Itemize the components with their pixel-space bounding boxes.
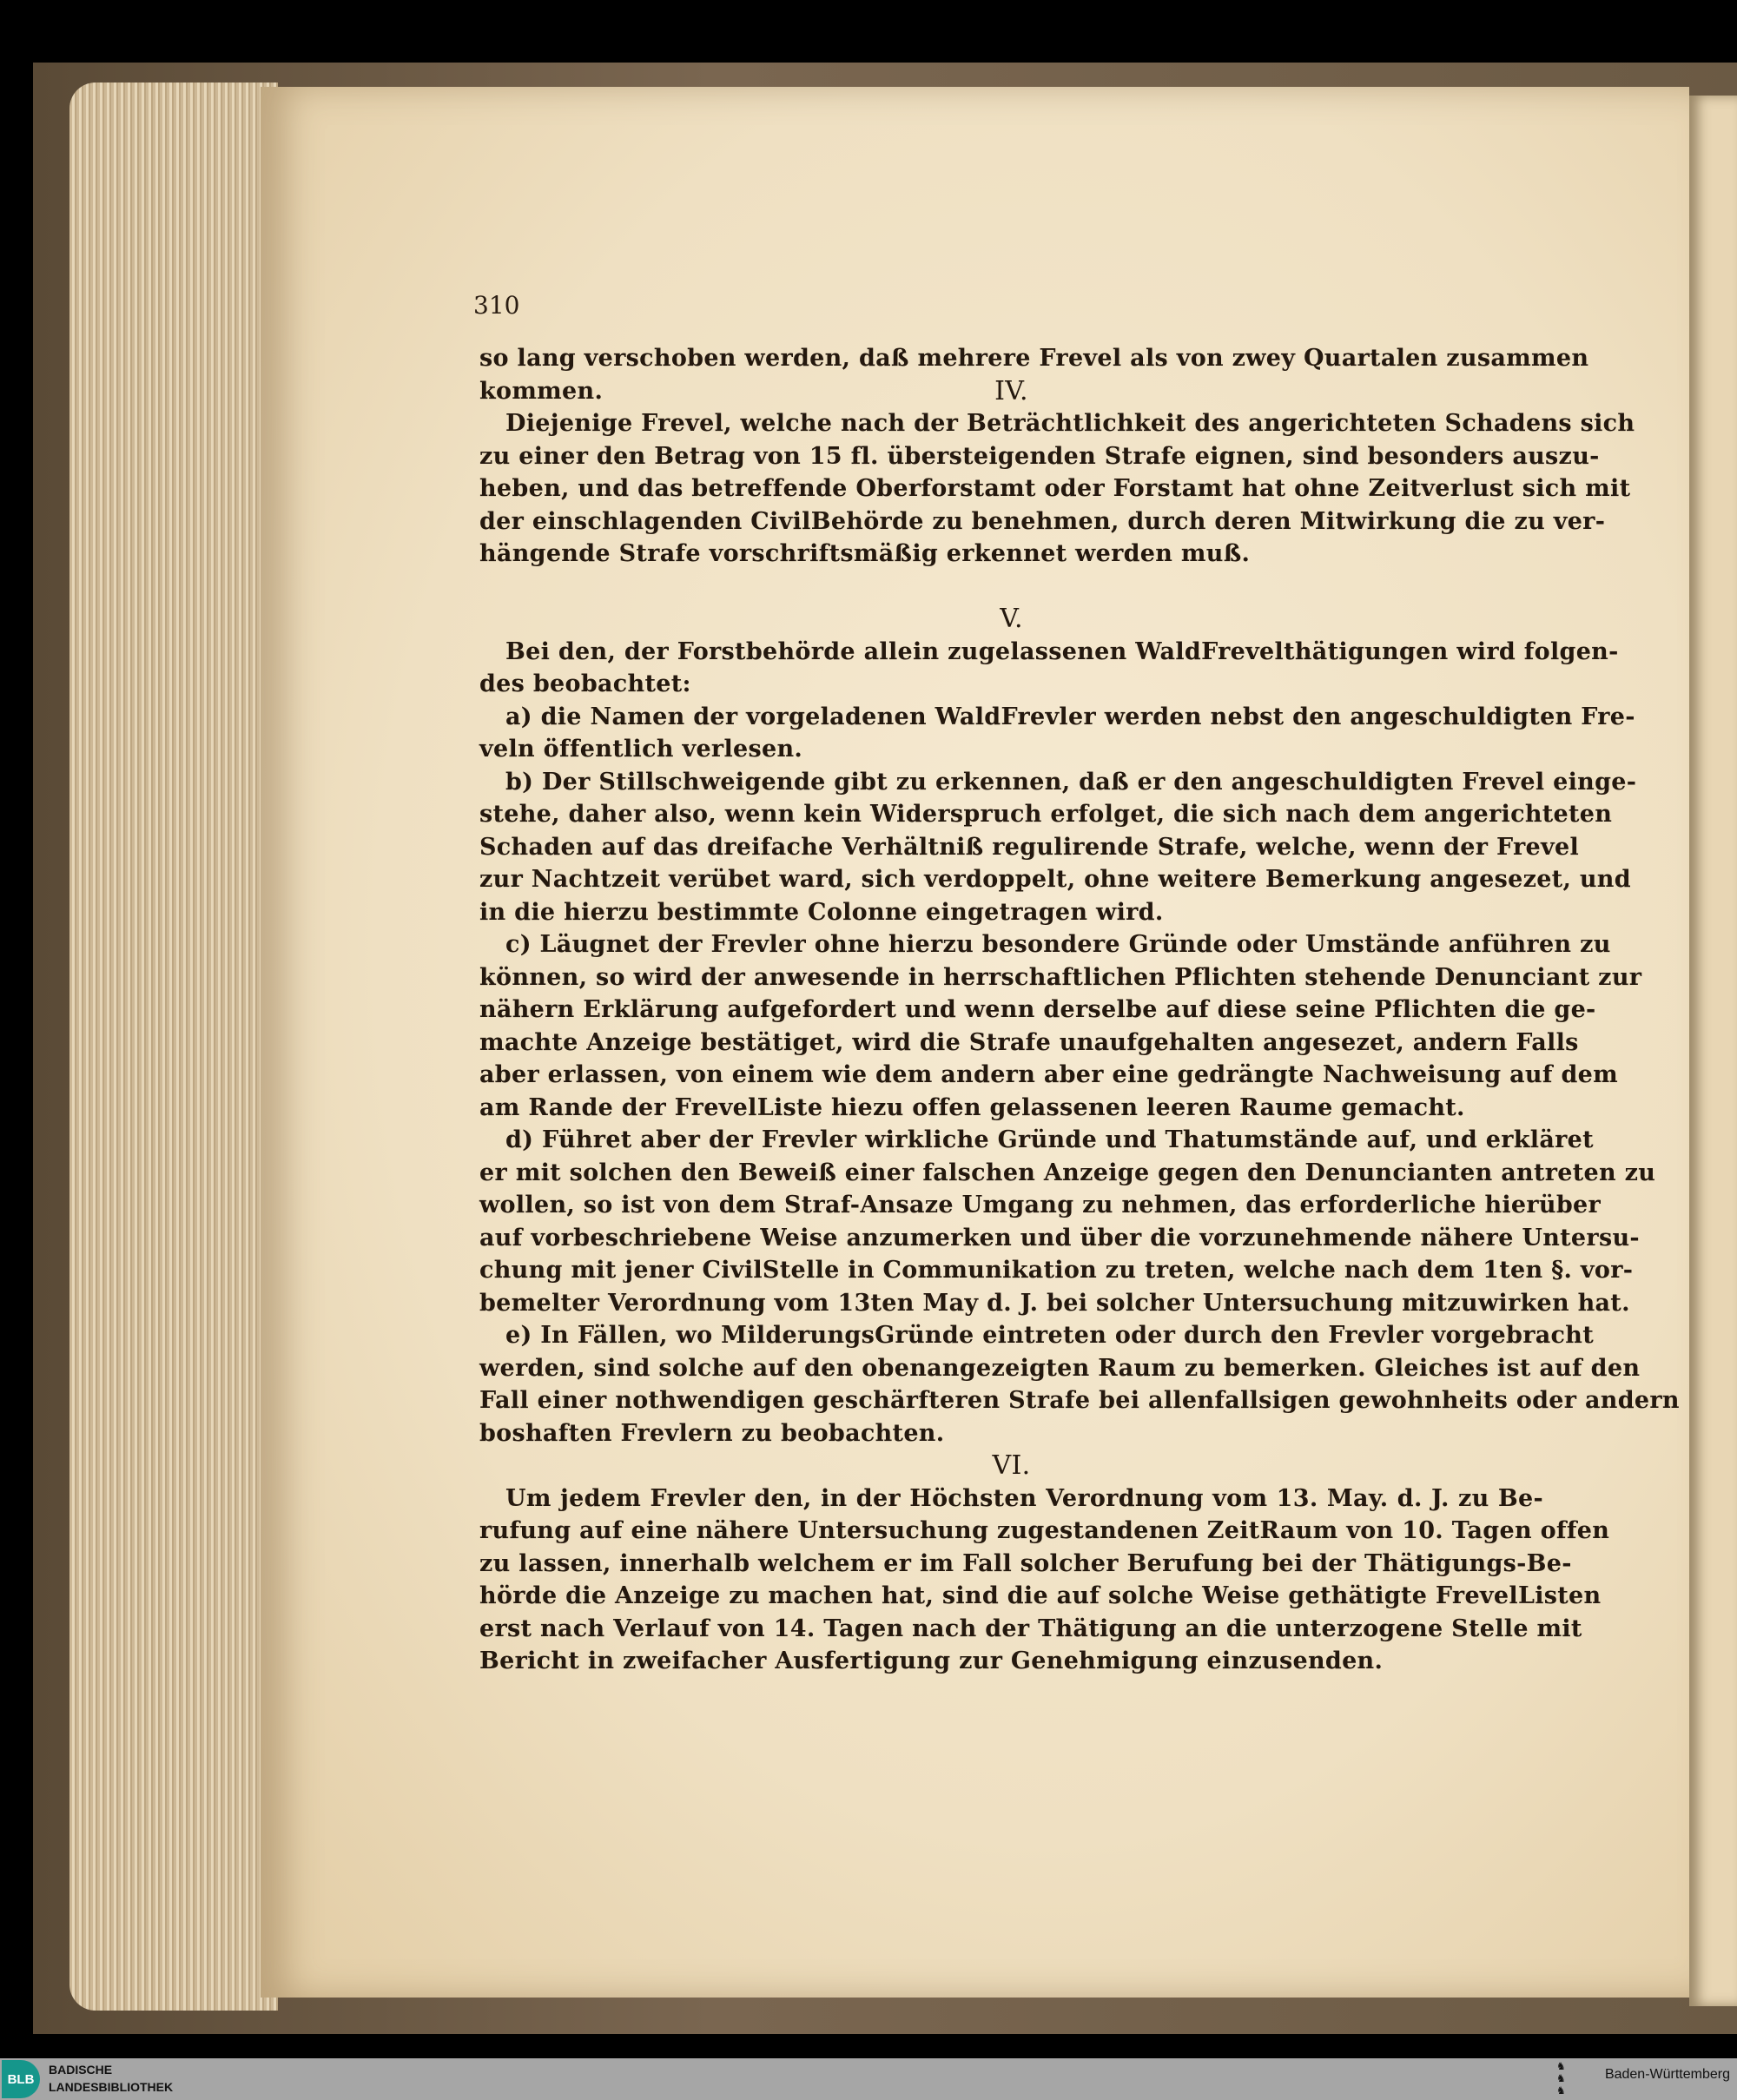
text-line: Schaden auf das dreifache Verhältniß regulirende Strafe, welche, wenn der Frevel bbox=[479, 833, 1579, 861]
text-line: er mit solchen den Beweiß einer falschen Anzeige gegen den Denuncianten antreten zu bbox=[479, 1159, 1656, 1186]
text-line: Diejenige Frevel, welche nach der Beträchtlichkeit des angerichteten Schadens sich bbox=[505, 410, 1635, 437]
text-line: b) Der Stillschweigende gibt zu erkennen, daß er den angeschuldigten Frevel einge- bbox=[505, 768, 1637, 796]
state-logo-text[interactable]: Baden-Württemberg bbox=[1604, 2067, 1730, 2082]
section-iv bbox=[479, 407, 1635, 571]
text-line: auf vorbeschriebene Weise anzumerken und über die vorzunehmende nähere Untersu- bbox=[479, 1224, 1640, 1251]
text-line: erst nach Verlauf von 14. Tagen nach der Thätigung an die unterzogene Stelle mit bbox=[479, 1615, 1582, 1642]
text-line: hängende Strafe vorschriftsmäßig erkennet werden muß. bbox=[479, 540, 1251, 567]
text-line: a) die Namen der vorgeladenen WaldFrevler werden nebst den angeschuldigten Fre- bbox=[505, 703, 1635, 730]
text-line: so lang verschoben werden, daß mehrere Frevel als von zwey Quartalen zusammen bbox=[479, 345, 1589, 372]
text-line: heben, und das betreffende Oberforstamt oder Forstamt hat ohne Zeitverlust sich mit bbox=[479, 475, 1631, 502]
library-name-line-1: BADISCHE bbox=[49, 2063, 113, 2077]
text-line: des beobachtet: bbox=[479, 670, 691, 697]
text-line: Bei den, der Forstbehörde allein zugelassenen WaldFrevelthätigungen wird folgen- bbox=[505, 637, 1619, 665]
page-number: 310 bbox=[473, 291, 520, 320]
blb-logo[interactable]: BLB bbox=[2, 2060, 40, 2098]
text-line: bemelter Verordnung vom 13ten May d. J. bei solcher Untersuchung mitzuwirken hat. bbox=[479, 1289, 1630, 1317]
text-line: zu lassen, innerhalb welchem er im Fall solcher Berufung bei der Thätigungs-Be- bbox=[479, 1549, 1572, 1577]
text-line: aber erlassen, von einem wie dem andern aber eine gedrängte Nachweisung auf dem bbox=[479, 1061, 1618, 1088]
page-edges bbox=[69, 83, 278, 2011]
lion-coat-of-arms-icon: ♞ ♞ ♞ bbox=[1556, 2060, 1566, 2097]
text-line: Fall einer nothwendigen geschärfteren Strafe bei allenfallsigen gewohnheits oder andern bbox=[479, 1387, 1680, 1414]
heading-iv: IV. bbox=[994, 375, 1028, 406]
section-vi bbox=[479, 1483, 1610, 1678]
facing-page-edge bbox=[1689, 96, 1737, 2006]
library-name[interactable] bbox=[49, 2061, 173, 2096]
text-line: e) In Fällen, wo MilderungsGründe eintreten oder durch den Frevler vorgebracht bbox=[505, 1322, 1594, 1349]
library-name-line-2: LANDESBIBLIOTHEK bbox=[49, 2080, 174, 2094]
text-line: veln öffentlich verlesen. bbox=[479, 736, 803, 763]
text-line: der einschlagenden CivilBehörde zu benehmen, durch deren Mitwirkung die zu ver- bbox=[479, 507, 1606, 535]
page-text bbox=[479, 342, 1680, 1678]
text-line: wollen, so ist von dem Straf-Ansaze Umgang zu nehmen, das erforderliche hierüber bbox=[479, 1192, 1602, 1218]
text-line: Um jedem Frevler den, in der Höchsten Verordnung vom 13. May. d. J. zu Be- bbox=[505, 1484, 1543, 1512]
text-line: chung mit jener CivilStelle in Communikation zu treten, welche nach dem 1ten §. vor- bbox=[479, 1257, 1634, 1284]
section-v bbox=[479, 636, 1680, 1450]
text-line: zur Nachtzeit verübet ward, sich verdoppelt, ohne weitere Bemerkung angesezet, und bbox=[479, 866, 1631, 893]
footer-bar bbox=[0, 2058, 1737, 2100]
text-line: werden, sind solche auf den obenangezeigten Raum zu bemerken. Gleiches ist auf den bbox=[479, 1354, 1641, 1382]
heading-v: V. bbox=[1000, 604, 1023, 634]
spacer bbox=[479, 571, 1543, 604]
text-line: machte Anzeige bestätiget, wird die Strafe unaufgehalten angesezet, andern Falls bbox=[479, 1028, 1579, 1056]
text-line: hörde die Anzeige zu machen hat, sind die auf solche Weise gethätigte FrevelListen bbox=[479, 1582, 1602, 1609]
text-line: zu einer den Betrag von 15 fl. übersteigenden Strafe eignen, sind besonders auszu- bbox=[479, 442, 1600, 470]
text-line: am Rande der FrevelListe hiezu offen gelassenen leeren Raume gemacht. bbox=[479, 1093, 1465, 1121]
text-line: rufung auf eine nähere Untersuchung zugestandenen ZeitRaum von 10. Tagen offen bbox=[479, 1517, 1610, 1544]
text-line: Bericht in zweifacher Ausfertigung zur Genehmigung einzusenden. bbox=[479, 1648, 1384, 1674]
text-line: kommen. bbox=[479, 377, 604, 405]
section-iii-end bbox=[479, 342, 1589, 407]
text-line: nähern Erklärung aufgefordert und wenn derselbe auf diese seine Pflichten die ge- bbox=[479, 996, 1596, 1023]
text-line: boshaften Frevlern zu beobachten. bbox=[479, 1419, 945, 1447]
text-line: können, so wird der anwesende in herrschaftlichen Pflichten stehende Denunciant zur bbox=[479, 963, 1642, 991]
heading-vi: VI. bbox=[992, 1450, 1031, 1481]
text-line: in die hierzu bestimmte Colonne eingetragen wird. bbox=[479, 898, 1164, 926]
text-line: stehe, daher also, wenn kein Widerspruch erfolget, die sich nach dem angerichteten bbox=[479, 801, 1613, 828]
text-line: d) Führet aber der Frevler wirkliche Gründe und Thatumstände auf, und erkläret bbox=[505, 1126, 1594, 1153]
text-line: c) Läugnet der Frevler ohne hierzu besondere Gründe oder Umstände anführen zu bbox=[505, 931, 1611, 958]
